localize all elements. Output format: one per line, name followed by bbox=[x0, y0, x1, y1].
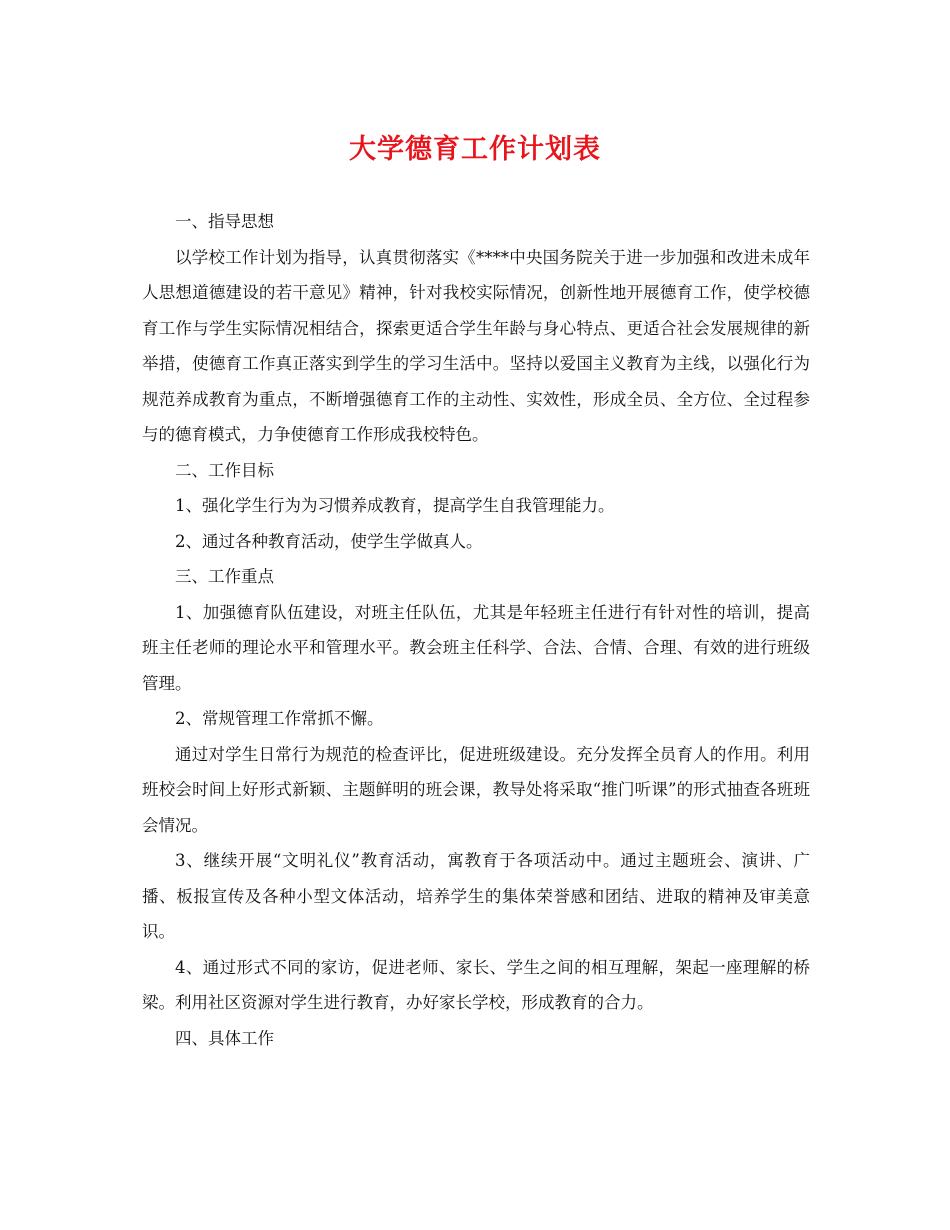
section-heading-guiding-ideology: 一、指导思想 bbox=[175, 212, 274, 231]
document-body bbox=[142, 204, 810, 1056]
list-item-focus-1: 1、加强德育队伍建设，对班主任队伍，尤其是年轻班主任进行有针对性的培训，提高班主任老师的理论水平和管理水平。教会班主任科学、合法、合情、合理、有效的进行班级管理。 bbox=[142, 602, 810, 693]
section-heading-work-focus: 三、工作重点 bbox=[175, 567, 274, 586]
list-item-goal-2: 2、通过各种教育活动，使学生学做真人。 bbox=[175, 531, 483, 551]
paragraph-focus-2-detail: 通过对学生日常行为规范的检查评比，促进班级建设。充分发挥全员育人的作用。利用班校会时间上好形式新颖、主题鲜明的班会课，教导处将采取“推门听课”的形式抽查各班班会情况。 bbox=[142, 744, 810, 835]
document-title: 大学德育工作计划表 bbox=[349, 134, 601, 165]
section-heading-specific-work: 四、具体工作 bbox=[175, 1028, 274, 1048]
list-item-focus-2: 2、常规管理工作常抓不懈。 bbox=[175, 709, 384, 728]
list-item-goal-1: 1、强化学生行为为习惯养成教育，提高学生自我管理能力。 bbox=[175, 496, 615, 515]
list-item-focus-3: 3、继续开展“文明礼仪”教育活动，寓教育于各项活动中。通过主题班会、演讲、广播、板报宣传及各种小型文体活动，培养学生的集体荣誉感和团结、进取的精神及审美意识。 bbox=[142, 851, 810, 941]
list-item-focus-4: 4、通过形式不同的家访，促进老师、家长、学生之间的相互理解，架起一座理解的桥梁。利用社区资源对学生进行教育，办好家长学校，形成教育的合力。 bbox=[142, 957, 810, 1012]
section-heading-work-goals: 二、工作目标 bbox=[175, 460, 274, 480]
paragraph-guiding-ideology: 以学校工作计划为指导，认真贯彻落实《****中央国务院关于进一步加强和改进未成年人思想道德建设的若干意见》精神，针对我校实际情况，创新性地开展德育工作，使学校德育工作与学生实际情况相结合，探索更适合学生年龄与身心特点、更适合社会发展规律的新举措，使德育工作真正落实到学生的学习生活中。坚持以爱国主义教育为主线，以强化行为规范养成教育为重点，不断增强德育工作的主动性、实效性，形成全员、全方位、全过程参与的德育模式，力争使德育工作形成我校特色。 bbox=[142, 247, 810, 444]
